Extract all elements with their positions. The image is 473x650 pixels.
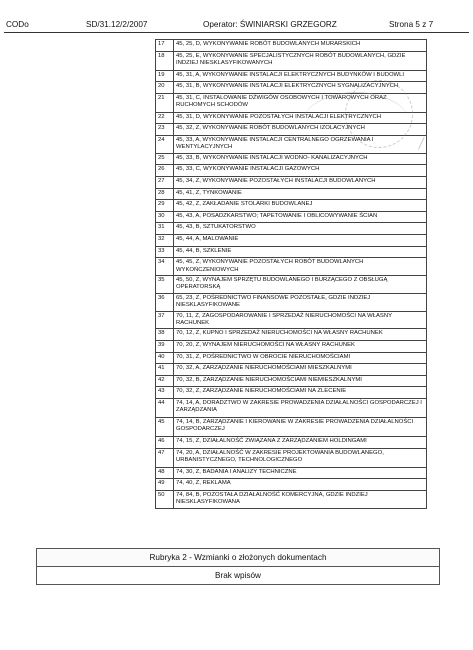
row-number: 44 — [156, 398, 174, 417]
row-number: 49 — [156, 479, 174, 491]
row-number: 33 — [156, 246, 174, 258]
row-activity-text: 70, 32, A, ZARZĄDZANIE NIERUCHOMOŚCIAMI MIESZKALNYMI — [174, 364, 427, 376]
row-activity-text: 45, 43, A, POSADZKARSTWO; TAPETOWANIE I OBLICOWYWANIE ŚCIAN — [174, 211, 427, 223]
row-activity-text: 74, 40, Z, REKLAMA — [174, 479, 427, 491]
row-number: 27 — [156, 176, 174, 188]
row-number: 31 — [156, 223, 174, 235]
page-header — [0, 0, 473, 30]
table-row — [156, 375, 427, 387]
row-number: 37 — [156, 311, 174, 329]
row-activity-text: 70, 31, Z, POŚREDNICTWO W OBROCIE NIERUCHOMOŚCIAMI — [174, 352, 427, 364]
row-activity-text: 45, 42, Z, ZAKŁADANIE STOLARKI BUDOWLANEJ — [174, 200, 427, 212]
row-activity-text: 70, 11, Z, ZAGOSPODAROWANIE I SPRZEDAŻ NIERUCHOMOŚCI NA WŁASNY RACHUNEK — [174, 311, 427, 329]
row-activity-text: 45, 31, C, INSTALOWANIE DŹWIGÓW OSOBOWYCH I TOWAROWYCH ORAZ RUCHOMYCH SCHODÓW — [174, 93, 427, 112]
row-number: 29 — [156, 200, 174, 212]
row-activity-text: 45, 33, A, WYKONYWANIE INSTALACJI CENTRALNEGO OGRZEWANIA I WENTYLACYJNYCH — [174, 135, 427, 153]
table-row — [156, 211, 427, 223]
table-row — [156, 352, 427, 364]
table-row — [156, 387, 427, 399]
row-number: 40 — [156, 352, 174, 364]
row-activity-text: 70, 32, B, ZARZĄDZANIE NIERUCHOMOŚCIAMI NIEMIESZKALNYMI — [174, 375, 427, 387]
row-activity-text: 74, 84, B, POZOSTAŁA DZIAŁALNOŚĆ KOMERCYJNA, GDZIE INDZIEJ NIESKLASYFIKOWANA — [174, 490, 427, 508]
table-row — [156, 311, 427, 329]
stamp-arc — [300, 92, 412, 163]
row-number: 30 — [156, 211, 174, 223]
row-activity-text: 70, 12, Z, KUPNO I SPRZEDAŻ NIERUCHOMOŚCI NA WŁASNY RACHUNEK — [174, 329, 427, 341]
row-number: 23 — [156, 124, 174, 136]
header-codo: CODo — [6, 20, 29, 29]
table-row — [156, 467, 427, 479]
row-number: 47 — [156, 448, 174, 467]
row-activity-text: 45, 44, B, SZKLENIE — [174, 246, 427, 258]
row-number: 38 — [156, 329, 174, 341]
header-page-number: Strona 5 z 7 — [389, 20, 434, 29]
table-row — [156, 51, 427, 70]
row-number: 20 — [156, 82, 174, 94]
table-row — [156, 176, 427, 188]
row-number: 34 — [156, 258, 174, 276]
row-number: 26 — [156, 165, 174, 177]
row-number: 36 — [156, 293, 174, 311]
row-number: 24 — [156, 135, 174, 153]
row-number: 46 — [156, 436, 174, 448]
row-number: 41 — [156, 364, 174, 376]
table-row — [156, 246, 427, 258]
table-row — [156, 340, 427, 352]
row-activity-text: 45, 50, Z, WYNAJEM SPRZĘTU BUDOWLANEGO I BURZĄCEGO Z OBSŁUGĄ OPERATORSKĄ — [174, 275, 427, 293]
header-signature: SD/31.12/2/2007 — [86, 20, 148, 29]
table-row — [156, 200, 427, 212]
row-activity-text: 45, 33, C, WYKONYWANIE INSTALACJI GAZOWYCH — [174, 165, 427, 177]
section-rubryka-2 — [36, 548, 440, 585]
table-row — [156, 188, 427, 200]
row-activity-text: 45, 31, B, WYKONYWANIE INSTALACJI ELEKTRYCZNYCH SYGNALIZACYJNYCH — [174, 82, 427, 94]
row-number: 43 — [156, 387, 174, 399]
row-activity-text: 45, 34, Z, WYKONYWANIE POZOSTAŁYCH INSTALACJI BUDOWLANYCH — [174, 176, 427, 188]
table-row — [156, 293, 427, 311]
table-row — [156, 436, 427, 448]
section-empty-note: Brak wpisów — [37, 567, 440, 585]
row-number: 35 — [156, 275, 174, 293]
table-row — [156, 479, 427, 491]
row-activity-text: 45, 33, B, WYKONYWANIE INSTALACJI WODNO- KANALIZACYJNYCH — [174, 153, 427, 165]
table-row — [156, 234, 427, 246]
table-row — [156, 364, 427, 376]
row-activity-text: 45, 32, Z, WYKONYWANIE ROBÓT BUDOWLANYCH IZOLACYJNYCH — [174, 124, 427, 136]
row-activity-text: 65, 23, Z, POŚREDNICTWO FINANSOWE POZOSTAŁE, GDZIE INDZIEJ NIESKLASYFIKOWANE — [174, 293, 427, 311]
row-activity-text: 45, 43, B, SZTUKATORSTWO — [174, 223, 427, 235]
row-activity-text: 45, 31, A, WYKONYWANIE INSTALACJI ELEKTRYCZNYCH BUDYNKÓW I BUDOWLI — [174, 70, 427, 82]
row-activity-text: 45, 41, Z, TYNKOWANIE — [174, 188, 427, 200]
row-activity-text: 45, 45, Z, WYKONYWANIE POZOSTAŁYCH ROBÓT BUDOWLANYCH WYKOŃCZENIOWYCH — [174, 258, 427, 276]
row-number: 21 — [156, 93, 174, 112]
header-operator: Operator: ŚWINIARSKI GRZEGORZ — [203, 20, 337, 29]
row-number: 17 — [156, 40, 174, 52]
table-row — [156, 329, 427, 341]
table-row — [156, 40, 427, 52]
row-number: 28 — [156, 188, 174, 200]
row-activity-text: 74, 20, A, DZIAŁALNOŚĆ W ZAKRESIE PROJEKTOWANIA BUDOWLANEGO, URBANISTYCZNEGO, TECHNOLOGICZNEGO — [174, 448, 427, 467]
row-activity-text: 70, 20, Z, WYNAJEM NIERUCHOMOŚCI NA WŁASNY RACHUNEK — [174, 340, 427, 352]
row-number: 48 — [156, 467, 174, 479]
row-number: 50 — [156, 490, 174, 508]
row-number: 39 — [156, 340, 174, 352]
row-number: 25 — [156, 153, 174, 165]
row-activity-text: 74, 14, B, ZARZĄDZANIE I KIEROWANIE W ZAKRESIE PROWADZENIA DZIAŁALNOŚCI GOSPODARCZEJ — [174, 417, 427, 436]
table-row — [156, 258, 427, 276]
row-activity-text: 70, 32, Z, ZARZĄDZANIE NIERUCHOMOŚCIAMI NA ZLECENIE — [174, 387, 427, 399]
table-row — [156, 165, 427, 177]
row-activity-text: 45, 25, E, WYKONYWANIE SPECJALISTYCZNYCH ROBÓT BUDOWLANYCH, GDZIE INDZIEJ NIESKLASYFIKOWANYCH — [174, 51, 427, 70]
table-row — [156, 275, 427, 293]
row-number: 42 — [156, 375, 174, 387]
table-row — [156, 417, 427, 436]
row-number: 19 — [156, 70, 174, 82]
row-activity-text: 74, 15, Z, DZIAŁALNOŚĆ ZWIĄZANA Z ZARZĄDZANIEM HOLDINGAMI — [174, 436, 427, 448]
row-activity-text: 74, 30, Z, BADANIA I ANALIZY TECHNICZNE — [174, 467, 427, 479]
row-number: 22 — [156, 112, 174, 124]
table-row — [156, 490, 427, 508]
table-row — [156, 398, 427, 417]
section-title: Rubryka 2 - Wzmianki o złożonych dokumentach — [37, 549, 440, 567]
row-activity-text: 45, 31, D, WYKONYWANIE POZOSTAŁYCH INSTALACJI ELEKTRYCZNYCH — [174, 112, 427, 124]
row-number: 32 — [156, 234, 174, 246]
table-row — [156, 223, 427, 235]
row-activity-text: 45, 25, D, WYKONYWANIE ROBÓT BUDOWLANYCH MURARSKICH — [174, 40, 427, 52]
header-divider — [4, 32, 469, 33]
row-number: 45 — [156, 417, 174, 436]
table-row — [156, 448, 427, 467]
row-activity-text: 45, 44, A, MALOWANIE — [174, 234, 427, 246]
row-number: 18 — [156, 51, 174, 70]
row-activity-text: 74, 14, A, DORADZTWO W ZAKRESIE PROWADZENIA DZIAŁALNOŚCI GOSPODARCZEJ I ZARZĄDZANIA — [174, 398, 427, 417]
